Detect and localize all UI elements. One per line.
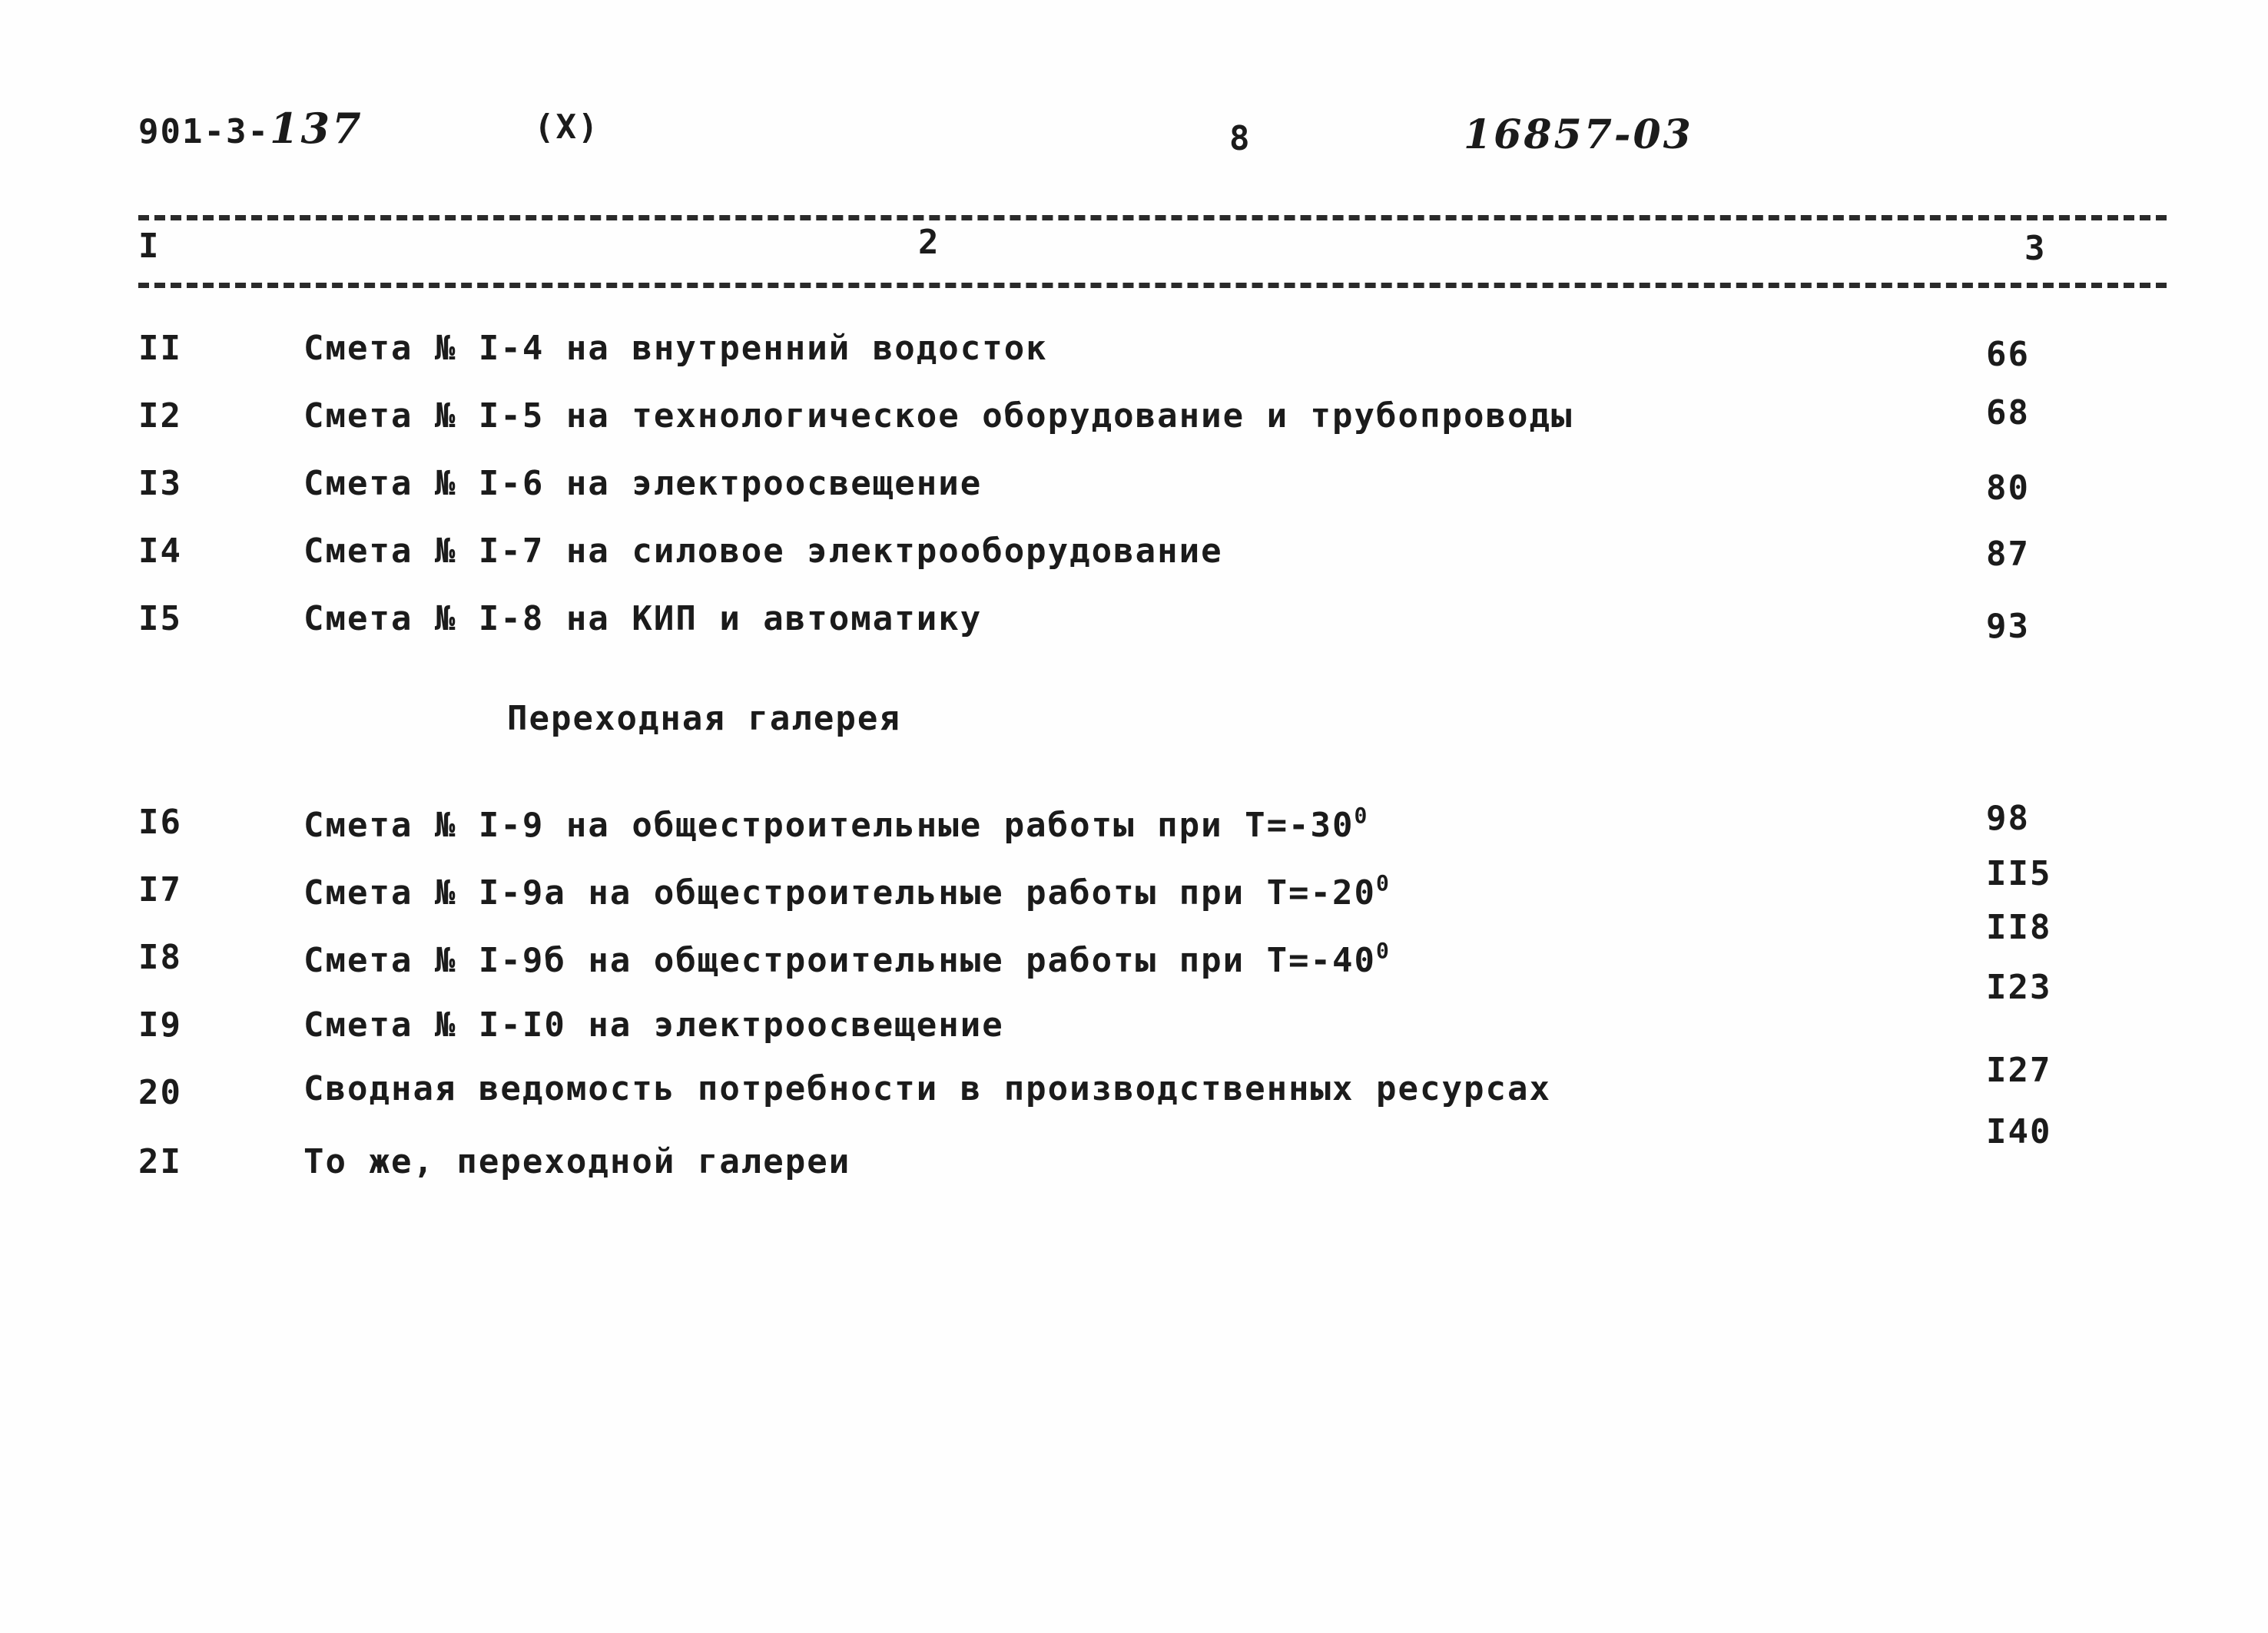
doc-mark: (X) [534, 108, 600, 147]
degree-mark: 0 [1354, 803, 1369, 828]
row-page: 87 [1986, 535, 2030, 574]
row-title: Смета № I-I0 на электроосвещение [303, 1005, 1004, 1045]
doc-number-handwritten: 137 [269, 104, 363, 153]
row-page: II8 [1986, 908, 2052, 947]
row-page: 80 [1986, 469, 2030, 508]
row-title: Сводная ведомость потребности в производственных ресурсах [303, 1069, 1551, 1108]
row-number: I9 [138, 1005, 182, 1045]
row-number: I2 [138, 396, 182, 436]
doc-number-typed: 901-3- [138, 112, 270, 151]
column-header-1: I [138, 227, 161, 266]
row-number: I5 [138, 599, 182, 638]
row-title: Смета № I-5 на технологическое оборудование и трубопроводы [303, 396, 1573, 436]
row-title: Смета № I-4 на внутренний водосток [303, 329, 1048, 368]
row-number: I8 [138, 938, 182, 977]
table-header-rule [138, 283, 2167, 288]
doc-number [138, 104, 363, 153]
row-number: I3 [138, 464, 182, 503]
row-number: I4 [138, 532, 182, 571]
row-number: 2I [138, 1142, 182, 1181]
table-top-rule [138, 215, 2167, 220]
column-header-2: 2 [918, 223, 940, 262]
row-number: I6 [138, 803, 182, 842]
row-title: Смета № I-9 на общестроительные работы при $Т=-30^0$ [303, 803, 1369, 845]
degree-mark: 0 [1376, 938, 1391, 963]
row-page: 68 [1986, 393, 2030, 432]
sheet-number: 8 [1229, 119, 1252, 158]
document-code: 16857-03 [1464, 111, 1693, 158]
row-page: 66 [1986, 335, 2030, 374]
row-title: То же, переходной галереи [303, 1142, 851, 1181]
row-page: II5 [1986, 854, 2052, 893]
row-title: Смета № I-9а на общестроительные работы при $Т=-20^0$ [303, 870, 1391, 913]
row-number: I7 [138, 870, 182, 909]
column-header-3: 3 [2024, 229, 2047, 268]
row-title: Смета № I-8 на КИП и автоматику [303, 599, 983, 638]
row-page: I27 [1986, 1051, 2052, 1090]
section-title: Переходная галерея [507, 699, 901, 738]
row-page: I40 [1986, 1112, 2052, 1151]
row-page: I23 [1986, 968, 2052, 1007]
row-number: 20 [138, 1073, 182, 1112]
degree-mark: 0 [1376, 870, 1391, 896]
row-page: 93 [1986, 607, 2030, 646]
row-title: Смета № I-6 на электроосвещение [303, 464, 983, 503]
row-number: II [138, 329, 182, 368]
row-title: Смета № I-9б на общестроительные работы при $Т=-40^0$ [303, 938, 1391, 980]
row-page: 98 [1986, 799, 2030, 838]
row-title: Смета № I-7 на силовое электрооборудование [303, 532, 1223, 571]
